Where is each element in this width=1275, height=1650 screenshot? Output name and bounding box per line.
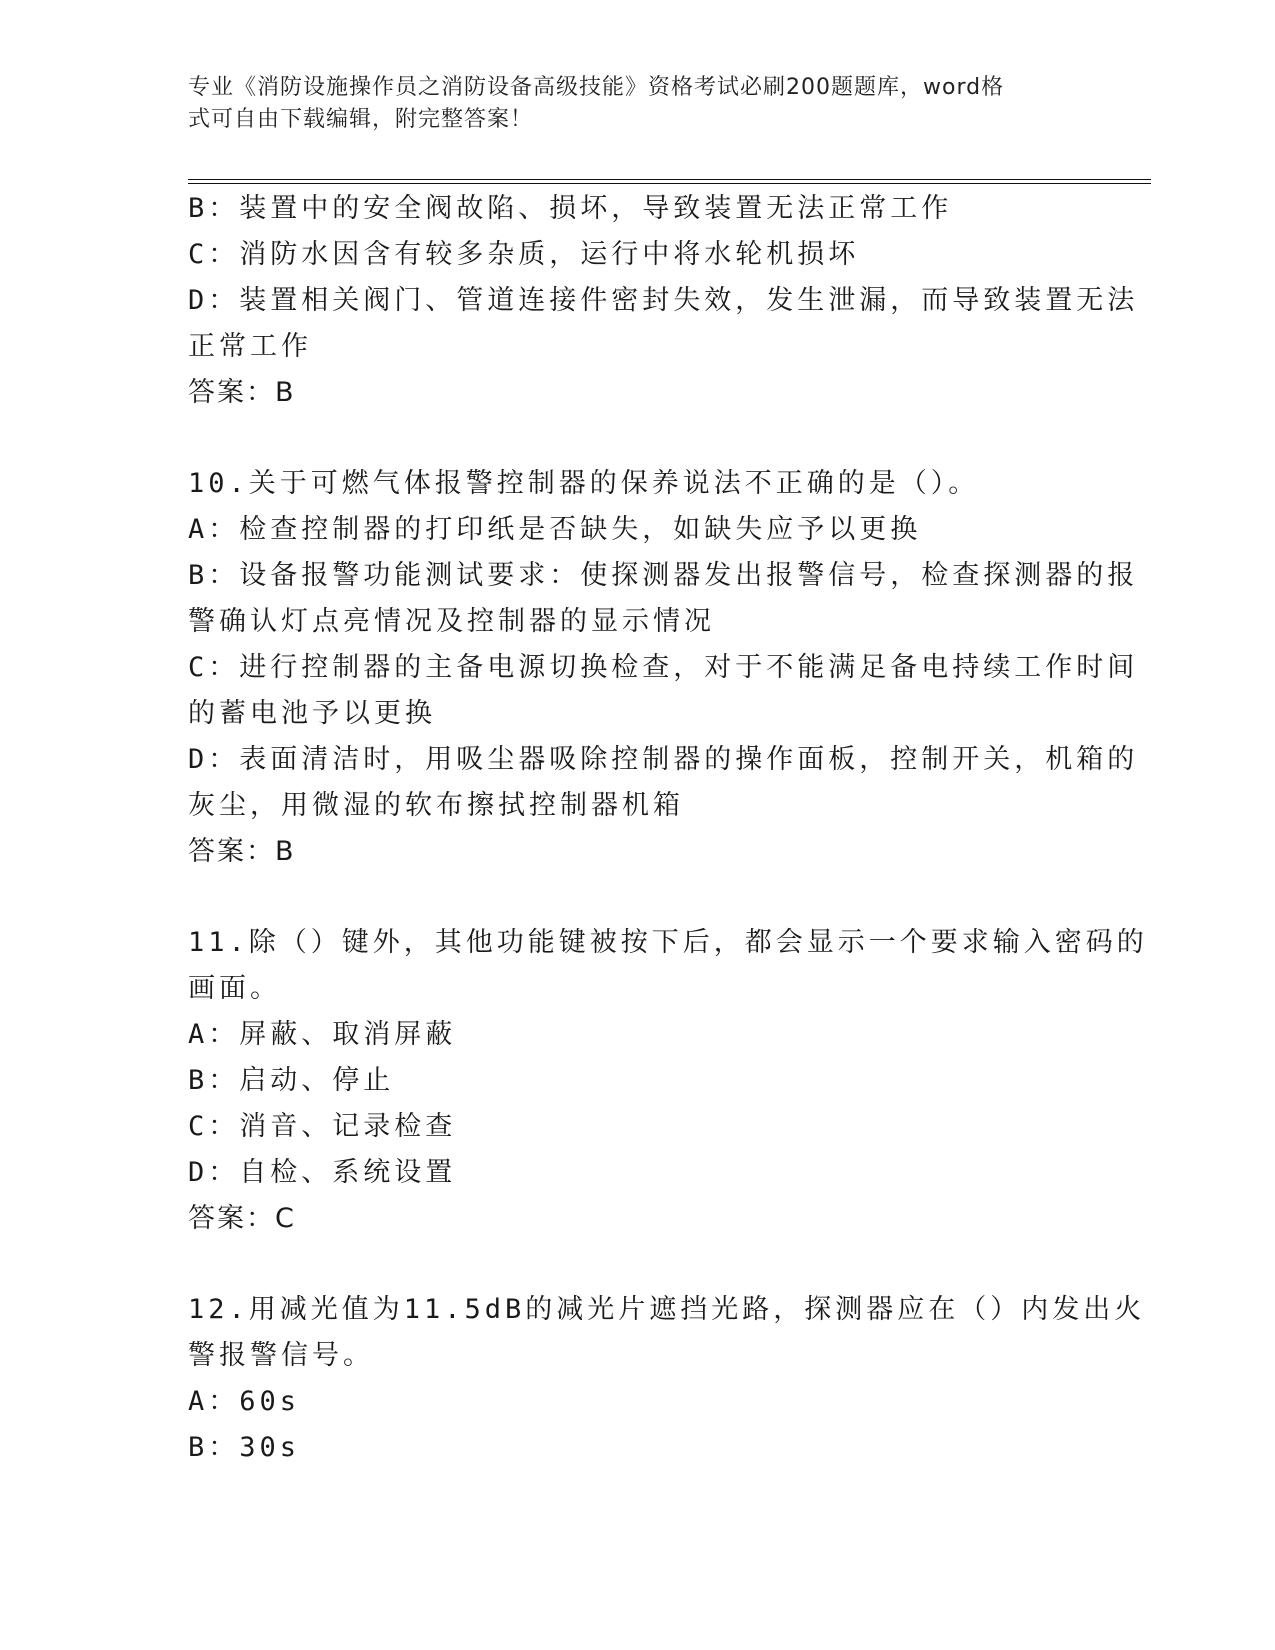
q10-option-c-line-2: 的蓄电池予以更换: [188, 698, 436, 729]
q10-option-c-line-1: C：进行控制器的主备电源切换检查，对于不能满足备电持续工作时间: [188, 652, 1139, 683]
q12-option-b: B：30s: [188, 1432, 301, 1463]
q11-stem-line-1: 11.除（）键外，其他功能键被按下后，都会显示一个要求输入密码的: [188, 927, 1148, 958]
question-11-block: [188, 920, 1148, 1242]
q12-stem-line-2: 警报警信号。: [188, 1340, 374, 1371]
spacer: [188, 416, 1068, 461]
q9-option-c: C：消防水因含有较多杂质，运行中将水轮机损坏: [188, 239, 860, 270]
q11-option-a: A：屏蔽、取消屏蔽: [188, 1019, 457, 1050]
question-12-block: [188, 1287, 1146, 1471]
header-divider-bottom: [188, 183, 1151, 184]
q10-option-b-line-2: 警确认灯点亮情况及控制器的显示情况: [188, 606, 715, 637]
q9-answer: 答案：B: [188, 377, 296, 408]
q10-stem: 10.关于可燃气体报警控制器的保养说法不正确的是（）。: [188, 468, 980, 499]
header-line-1: 专业《消防设施操作员之消防设备高级技能》资格考试必刷200题题库，word格: [188, 75, 1005, 100]
q12-option-a: A：60s: [188, 1386, 301, 1417]
q9-option-d-line-1: D：装置相关阀门、管道连接件密封失效，发生泄漏，而导致装置无法: [188, 285, 1139, 316]
q11-option-b: B：启动、停止: [188, 1065, 395, 1096]
q12-stem-line-1: 12.用减光值为11.5dB的减光片遮挡光路，探测器应在（）内发出火: [188, 1294, 1146, 1325]
document-header: [188, 72, 1068, 136]
q10-option-a: A：检查控制器的打印纸是否缺失，如缺失应予以更换: [188, 514, 922, 545]
q11-option-c: C：消音、记录检查: [188, 1111, 457, 1142]
header-line-2: 式可自由下载编辑，附完整答案！: [188, 107, 534, 132]
q9-option-b: B：装置中的安全阀故陷、损坏，导致装置无法正常工作: [188, 193, 953, 224]
question-9-block: [188, 186, 1139, 416]
q11-option-d: D：自检、系统设置: [188, 1157, 457, 1188]
question-content: [188, 186, 1148, 1471]
q10-answer: 答案：B: [188, 836, 296, 867]
q10-option-d-line-2: 灰尘，用微湿的软布擦拭控制器机箱: [188, 790, 684, 821]
q10-option-b-line-1: B：设备报警功能测试要求：使探测器发出报警信号，检查探测器的报: [188, 560, 1139, 591]
q9-option-d-line-2: 正常工作: [188, 331, 312, 362]
q11-stem-line-2: 画面。: [188, 973, 281, 1004]
header-divider-top: [188, 179, 1151, 180]
q10-option-d-line-1: D：表面清洁时，用吸尘器吸除控制器的操作面板，控制开关，机箱的: [188, 744, 1139, 775]
spacer: [188, 1242, 1068, 1287]
q11-answer: 答案：C: [188, 1203, 296, 1234]
question-10-block: [188, 461, 1139, 875]
spacer: [188, 875, 1068, 920]
